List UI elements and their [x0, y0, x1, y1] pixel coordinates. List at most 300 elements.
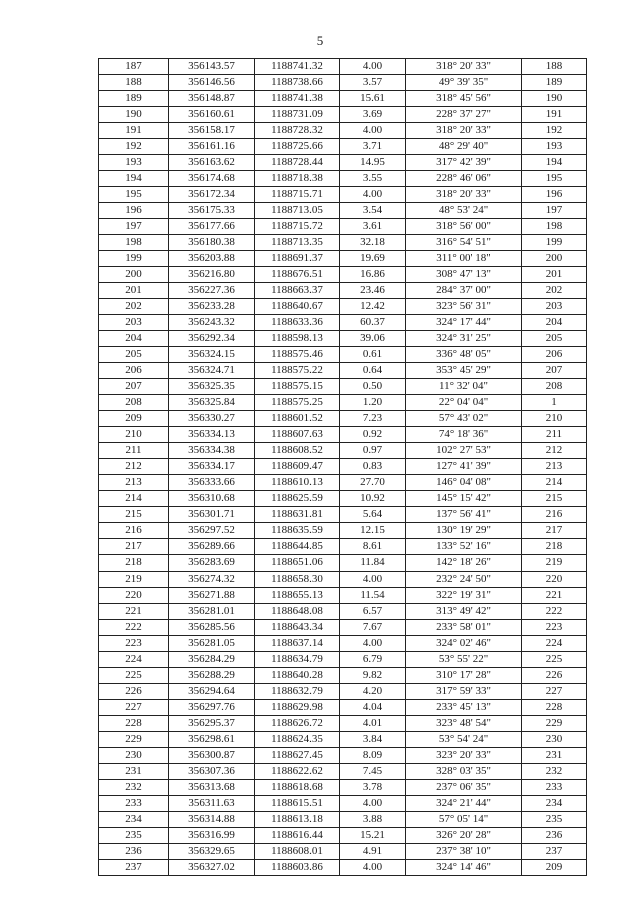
- distance-cell: 0.61: [340, 347, 406, 363]
- bearing-cell: 313° 49' 42": [406, 603, 522, 619]
- bearing-cell: 130° 19' 29": [406, 523, 522, 539]
- y-coordinate-cell: 1188575.15: [255, 379, 340, 395]
- distance-cell: 4.20: [340, 683, 406, 699]
- distance-cell: 27.70: [340, 475, 406, 491]
- point-number-cell: 220: [99, 587, 169, 603]
- next-point-number-cell: 208: [522, 379, 587, 395]
- next-point-number-cell: 190: [522, 91, 587, 107]
- next-point-number-cell: 212: [522, 443, 587, 459]
- y-coordinate-cell: 1188598.13: [255, 331, 340, 347]
- x-coordinate-cell: 356295.37: [169, 715, 255, 731]
- y-coordinate-cell: 1188608.01: [255, 843, 340, 859]
- bearing-cell: 11° 32' 04": [406, 379, 522, 395]
- table-row: [99, 619, 587, 635]
- point-number-cell: 194: [99, 171, 169, 187]
- distance-cell: 3.61: [340, 219, 406, 235]
- table-row: [99, 491, 587, 507]
- next-point-number-cell: 199: [522, 235, 587, 251]
- point-number-cell: 229: [99, 731, 169, 747]
- distance-cell: 4.00: [340, 859, 406, 875]
- table-row: [99, 235, 587, 251]
- x-coordinate-cell: 356143.57: [169, 59, 255, 75]
- bearing-cell: 317° 42' 39": [406, 155, 522, 171]
- point-number-cell: 226: [99, 683, 169, 699]
- next-point-number-cell: 202: [522, 283, 587, 299]
- distance-cell: 6.57: [340, 603, 406, 619]
- next-point-number-cell: 234: [522, 795, 587, 811]
- table-row: [99, 747, 587, 763]
- point-number-cell: 208: [99, 395, 169, 411]
- y-coordinate-cell: 1188634.79: [255, 651, 340, 667]
- table-row: [99, 155, 587, 171]
- bearing-cell: 318° 45' 56": [406, 91, 522, 107]
- point-number-cell: 216: [99, 523, 169, 539]
- next-point-number-cell: 220: [522, 571, 587, 587]
- x-coordinate-cell: 356297.52: [169, 523, 255, 539]
- point-number-cell: 237: [99, 859, 169, 875]
- bearing-cell: 326° 20' 28": [406, 827, 522, 843]
- table-row: [99, 75, 587, 91]
- x-coordinate-cell: 356233.28: [169, 299, 255, 315]
- table-row: [99, 411, 587, 427]
- y-coordinate-cell: 1188615.51: [255, 795, 340, 811]
- y-coordinate-cell: 1188663.37: [255, 283, 340, 299]
- table-row: [99, 363, 587, 379]
- y-coordinate-cell: 1188731.09: [255, 107, 340, 123]
- distance-cell: 11.54: [340, 587, 406, 603]
- point-number-cell: 195: [99, 187, 169, 203]
- point-number-cell: 236: [99, 843, 169, 859]
- point-number-cell: 227: [99, 699, 169, 715]
- table-row: [99, 331, 587, 347]
- distance-cell: 7.45: [340, 763, 406, 779]
- y-coordinate-cell: 1188627.45: [255, 747, 340, 763]
- bearing-cell: 336° 48' 05": [406, 347, 522, 363]
- bearing-cell: 48° 53' 24": [406, 203, 522, 219]
- next-point-number-cell: 226: [522, 667, 587, 683]
- distance-cell: 0.50: [340, 379, 406, 395]
- x-coordinate-cell: 356281.05: [169, 635, 255, 651]
- next-point-number-cell: 196: [522, 187, 587, 203]
- y-coordinate-cell: 1188608.52: [255, 443, 340, 459]
- bearing-cell: 232° 24' 50": [406, 571, 522, 587]
- bearing-cell: 237° 06' 35": [406, 779, 522, 795]
- bearing-cell: 228° 46' 06": [406, 171, 522, 187]
- distance-cell: 19.69: [340, 251, 406, 267]
- bearing-cell: 228° 37' 27": [406, 107, 522, 123]
- x-coordinate-cell: 356161.16: [169, 139, 255, 155]
- table-row: [99, 283, 587, 299]
- y-coordinate-cell: 1188575.46: [255, 347, 340, 363]
- bearing-cell: 237° 38' 10": [406, 843, 522, 859]
- point-number-cell: 232: [99, 779, 169, 795]
- distance-cell: 3.55: [340, 171, 406, 187]
- point-number-cell: 187: [99, 59, 169, 75]
- table-row: [99, 459, 587, 475]
- point-number-cell: 219: [99, 571, 169, 587]
- bearing-cell: 318° 20' 33": [406, 187, 522, 203]
- distance-cell: 0.83: [340, 459, 406, 475]
- distance-cell: 4.00: [340, 795, 406, 811]
- next-point-number-cell: 231: [522, 747, 587, 763]
- x-coordinate-cell: 356283.69: [169, 555, 255, 571]
- y-coordinate-cell: 1188713.35: [255, 235, 340, 251]
- distance-cell: 4.00: [340, 635, 406, 651]
- y-coordinate-cell: 1188676.51: [255, 267, 340, 283]
- table-row: [99, 635, 587, 651]
- point-number-cell: 234: [99, 811, 169, 827]
- x-coordinate-cell: 356313.68: [169, 779, 255, 795]
- bearing-cell: 353° 45' 29": [406, 363, 522, 379]
- next-point-number-cell: 223: [522, 619, 587, 635]
- distance-cell: 14.95: [340, 155, 406, 171]
- table-row: [99, 507, 587, 523]
- point-number-cell: 230: [99, 747, 169, 763]
- y-coordinate-cell: 1188607.63: [255, 427, 340, 443]
- distance-cell: 16.86: [340, 267, 406, 283]
- distance-cell: 3.69: [340, 107, 406, 123]
- table-row: [99, 651, 587, 667]
- point-number-cell: 205: [99, 347, 169, 363]
- distance-cell: 6.79: [340, 651, 406, 667]
- bearing-cell: 318° 20' 33": [406, 123, 522, 139]
- bearing-cell: 74° 18' 36": [406, 427, 522, 443]
- table-row: [99, 187, 587, 203]
- coordinates-table: [98, 58, 587, 876]
- next-point-number-cell: 228: [522, 699, 587, 715]
- distance-cell: 0.97: [340, 443, 406, 459]
- distance-cell: 4.00: [340, 123, 406, 139]
- y-coordinate-cell: 1188613.18: [255, 811, 340, 827]
- next-point-number-cell: 204: [522, 315, 587, 331]
- x-coordinate-cell: 356288.29: [169, 667, 255, 683]
- bearing-cell: 49° 39' 35": [406, 75, 522, 91]
- next-point-number-cell: 211: [522, 427, 587, 443]
- x-coordinate-cell: 356324.15: [169, 347, 255, 363]
- x-coordinate-cell: 356298.61: [169, 731, 255, 747]
- point-number-cell: 217: [99, 539, 169, 555]
- point-number-cell: 193: [99, 155, 169, 171]
- x-coordinate-cell: 356227.36: [169, 283, 255, 299]
- distance-cell: 12.42: [340, 299, 406, 315]
- point-number-cell: 200: [99, 267, 169, 283]
- table-row: [99, 443, 587, 459]
- table-row: [99, 251, 587, 267]
- distance-cell: 3.54: [340, 203, 406, 219]
- bearing-cell: 311° 00' 18": [406, 251, 522, 267]
- bearing-cell: 142° 18' 26": [406, 555, 522, 571]
- x-coordinate-cell: 356174.68: [169, 171, 255, 187]
- next-point-number-cell: 194: [522, 155, 587, 171]
- bearing-cell: 233° 45' 13": [406, 699, 522, 715]
- distance-cell: 0.64: [340, 363, 406, 379]
- point-number-cell: 210: [99, 427, 169, 443]
- distance-cell: 7.23: [340, 411, 406, 427]
- distance-cell: 3.78: [340, 779, 406, 795]
- table-row: [99, 667, 587, 683]
- next-point-number-cell: 230: [522, 731, 587, 747]
- next-point-number-cell: 216: [522, 507, 587, 523]
- point-number-cell: 190: [99, 107, 169, 123]
- table-row: [99, 715, 587, 731]
- page-number: 5: [316, 33, 324, 48]
- bearing-cell: 323° 20' 33": [406, 747, 522, 763]
- x-coordinate-cell: 356172.34: [169, 187, 255, 203]
- point-number-cell: 199: [99, 251, 169, 267]
- point-number-cell: 224: [99, 651, 169, 667]
- y-coordinate-cell: 1188575.25: [255, 395, 340, 411]
- distance-cell: 3.88: [340, 811, 406, 827]
- point-number-cell: 188: [99, 75, 169, 91]
- x-coordinate-cell: 356158.17: [169, 123, 255, 139]
- table-row: [99, 315, 587, 331]
- distance-cell: 12.15: [340, 523, 406, 539]
- next-point-number-cell: 206: [522, 347, 587, 363]
- next-point-number-cell: 214: [522, 475, 587, 491]
- point-number-cell: 231: [99, 763, 169, 779]
- table-row: [99, 139, 587, 155]
- distance-cell: 39.06: [340, 331, 406, 347]
- y-coordinate-cell: 1188632.79: [255, 683, 340, 699]
- point-number-cell: 192: [99, 139, 169, 155]
- x-coordinate-cell: 356160.61: [169, 107, 255, 123]
- y-coordinate-cell: 1188728.44: [255, 155, 340, 171]
- distance-cell: 3.57: [340, 75, 406, 91]
- x-coordinate-cell: 356324.71: [169, 363, 255, 379]
- bearing-cell: 146° 04' 08": [406, 475, 522, 491]
- x-coordinate-cell: 356146.56: [169, 75, 255, 91]
- distance-cell: 1.20: [340, 395, 406, 411]
- point-number-cell: 204: [99, 331, 169, 347]
- next-point-number-cell: 235: [522, 811, 587, 827]
- distance-cell: 32.18: [340, 235, 406, 251]
- distance-cell: 3.84: [340, 731, 406, 747]
- next-point-number-cell: 236: [522, 827, 587, 843]
- y-coordinate-cell: 1188713.05: [255, 203, 340, 219]
- bearing-cell: 317° 59' 33": [406, 683, 522, 699]
- y-coordinate-cell: 1188640.28: [255, 667, 340, 683]
- distance-cell: 0.92: [340, 427, 406, 443]
- table-row: [99, 379, 587, 395]
- table-row: [99, 587, 587, 603]
- distance-cell: 8.09: [340, 747, 406, 763]
- next-point-number-cell: 197: [522, 203, 587, 219]
- bearing-cell: 324° 21' 44": [406, 795, 522, 811]
- table-row: [99, 59, 587, 75]
- x-coordinate-cell: 356325.35: [169, 379, 255, 395]
- x-coordinate-cell: 356311.63: [169, 795, 255, 811]
- point-number-cell: 198: [99, 235, 169, 251]
- x-coordinate-cell: 356325.84: [169, 395, 255, 411]
- point-number-cell: 211: [99, 443, 169, 459]
- table-row: [99, 779, 587, 795]
- bearing-cell: 145° 15' 42": [406, 491, 522, 507]
- x-coordinate-cell: 356175.33: [169, 203, 255, 219]
- table-row: [99, 219, 587, 235]
- bearing-cell: 324° 31' 25": [406, 331, 522, 347]
- bearing-cell: 318° 56' 00": [406, 219, 522, 235]
- point-number-cell: 201: [99, 283, 169, 299]
- x-coordinate-cell: 356329.65: [169, 843, 255, 859]
- point-number-cell: 225: [99, 667, 169, 683]
- point-number-cell: 215: [99, 507, 169, 523]
- table-row: [99, 571, 587, 587]
- bearing-cell: 322° 19' 31": [406, 587, 522, 603]
- point-number-cell: 203: [99, 315, 169, 331]
- bearing-cell: 133° 52' 16": [406, 539, 522, 555]
- x-coordinate-cell: 356330.27: [169, 411, 255, 427]
- table-row: [99, 539, 587, 555]
- x-coordinate-cell: 356284.29: [169, 651, 255, 667]
- next-point-number-cell: 222: [522, 603, 587, 619]
- y-coordinate-cell: 1188629.98: [255, 699, 340, 715]
- bearing-cell: 318° 20' 33": [406, 59, 522, 75]
- y-coordinate-cell: 1188637.14: [255, 635, 340, 651]
- y-coordinate-cell: 1188658.30: [255, 571, 340, 587]
- next-point-number-cell: 189: [522, 75, 587, 91]
- y-coordinate-cell: 1188601.52: [255, 411, 340, 427]
- y-coordinate-cell: 1188691.37: [255, 251, 340, 267]
- table-row: [99, 763, 587, 779]
- x-coordinate-cell: 356301.71: [169, 507, 255, 523]
- next-point-number-cell: 1: [522, 395, 587, 411]
- bearing-cell: 137° 56' 41": [406, 507, 522, 523]
- table-row: [99, 523, 587, 539]
- x-coordinate-cell: 356334.38: [169, 443, 255, 459]
- point-number-cell: 209: [99, 411, 169, 427]
- y-coordinate-cell: 1188644.85: [255, 539, 340, 555]
- y-coordinate-cell: 1188631.81: [255, 507, 340, 523]
- point-number-cell: 233: [99, 795, 169, 811]
- x-coordinate-cell: 356203.88: [169, 251, 255, 267]
- next-point-number-cell: 237: [522, 843, 587, 859]
- bearing-cell: 316° 54' 51": [406, 235, 522, 251]
- table-row: [99, 603, 587, 619]
- bearing-cell: 324° 14' 46": [406, 859, 522, 875]
- y-coordinate-cell: 1188738.66: [255, 75, 340, 91]
- next-point-number-cell: 205: [522, 331, 587, 347]
- distance-cell: 60.37: [340, 315, 406, 331]
- x-coordinate-cell: 356289.66: [169, 539, 255, 555]
- x-coordinate-cell: 356334.13: [169, 427, 255, 443]
- next-point-number-cell: 191: [522, 107, 587, 123]
- table-row: [99, 843, 587, 859]
- x-coordinate-cell: 356243.32: [169, 315, 255, 331]
- bearing-cell: 324° 17' 44": [406, 315, 522, 331]
- y-coordinate-cell: 1188625.59: [255, 491, 340, 507]
- y-coordinate-cell: 1188575.22: [255, 363, 340, 379]
- bearing-cell: 323° 56' 31": [406, 299, 522, 315]
- x-coordinate-cell: 356316.99: [169, 827, 255, 843]
- x-coordinate-cell: 356310.68: [169, 491, 255, 507]
- bearing-cell: 328° 03' 35": [406, 763, 522, 779]
- x-coordinate-cell: 356334.17: [169, 459, 255, 475]
- y-coordinate-cell: 1188715.71: [255, 187, 340, 203]
- point-number-cell: 196: [99, 203, 169, 219]
- table-row: [99, 299, 587, 315]
- next-point-number-cell: 233: [522, 779, 587, 795]
- table-row: [99, 811, 587, 827]
- y-coordinate-cell: 1188728.32: [255, 123, 340, 139]
- x-coordinate-cell: 356327.02: [169, 859, 255, 875]
- x-coordinate-cell: 356292.34: [169, 331, 255, 347]
- y-coordinate-cell: 1188651.06: [255, 555, 340, 571]
- bearing-cell: 57° 05' 14": [406, 811, 522, 827]
- point-number-cell: 212: [99, 459, 169, 475]
- next-point-number-cell: 219: [522, 555, 587, 571]
- next-point-number-cell: 210: [522, 411, 587, 427]
- point-number-cell: 197: [99, 219, 169, 235]
- table-row: [99, 171, 587, 187]
- table-row: [99, 699, 587, 715]
- bearing-cell: 48° 29' 40": [406, 139, 522, 155]
- point-number-cell: 206: [99, 363, 169, 379]
- y-coordinate-cell: 1188618.68: [255, 779, 340, 795]
- next-point-number-cell: 209: [522, 859, 587, 875]
- distance-cell: 15.21: [340, 827, 406, 843]
- x-coordinate-cell: 356333.66: [169, 475, 255, 491]
- table-row: [99, 555, 587, 571]
- y-coordinate-cell: 1188715.72: [255, 219, 340, 235]
- point-number-cell: 228: [99, 715, 169, 731]
- y-coordinate-cell: 1188633.36: [255, 315, 340, 331]
- y-coordinate-cell: 1188741.38: [255, 91, 340, 107]
- distance-cell: 10.92: [340, 491, 406, 507]
- y-coordinate-cell: 1188610.13: [255, 475, 340, 491]
- y-coordinate-cell: 1188640.67: [255, 299, 340, 315]
- next-point-number-cell: 221: [522, 587, 587, 603]
- distance-cell: 4.91: [340, 843, 406, 859]
- point-number-cell: 223: [99, 635, 169, 651]
- table-row: [99, 107, 587, 123]
- x-coordinate-cell: 356216.80: [169, 267, 255, 283]
- table-row: [99, 795, 587, 811]
- next-point-number-cell: 192: [522, 123, 587, 139]
- x-coordinate-cell: 356307.36: [169, 763, 255, 779]
- distance-cell: 4.00: [340, 59, 406, 75]
- x-coordinate-cell: 356180.38: [169, 235, 255, 251]
- point-number-cell: 235: [99, 827, 169, 843]
- y-coordinate-cell: 1188609.47: [255, 459, 340, 475]
- table-row: [99, 91, 587, 107]
- distance-cell: 4.01: [340, 715, 406, 731]
- next-point-number-cell: 195: [522, 171, 587, 187]
- next-point-number-cell: 200: [522, 251, 587, 267]
- point-number-cell: 213: [99, 475, 169, 491]
- table-row: [99, 731, 587, 747]
- next-point-number-cell: 188: [522, 59, 587, 75]
- distance-cell: 3.71: [340, 139, 406, 155]
- next-point-number-cell: 193: [522, 139, 587, 155]
- next-point-number-cell: 207: [522, 363, 587, 379]
- x-coordinate-cell: 356163.62: [169, 155, 255, 171]
- next-point-number-cell: 198: [522, 219, 587, 235]
- y-coordinate-cell: 1188616.44: [255, 827, 340, 843]
- table-row: [99, 267, 587, 283]
- next-point-number-cell: 213: [522, 459, 587, 475]
- table-row: [99, 123, 587, 139]
- bearing-cell: 53° 55' 22": [406, 651, 522, 667]
- y-coordinate-cell: 1188624.35: [255, 731, 340, 747]
- x-coordinate-cell: 356314.88: [169, 811, 255, 827]
- next-point-number-cell: 229: [522, 715, 587, 731]
- bearing-cell: 57° 43' 02": [406, 411, 522, 427]
- table-row: [99, 859, 587, 875]
- x-coordinate-cell: 356294.64: [169, 683, 255, 699]
- bearing-cell: 310° 17' 28": [406, 667, 522, 683]
- point-number-cell: 222: [99, 619, 169, 635]
- x-coordinate-cell: 356274.32: [169, 571, 255, 587]
